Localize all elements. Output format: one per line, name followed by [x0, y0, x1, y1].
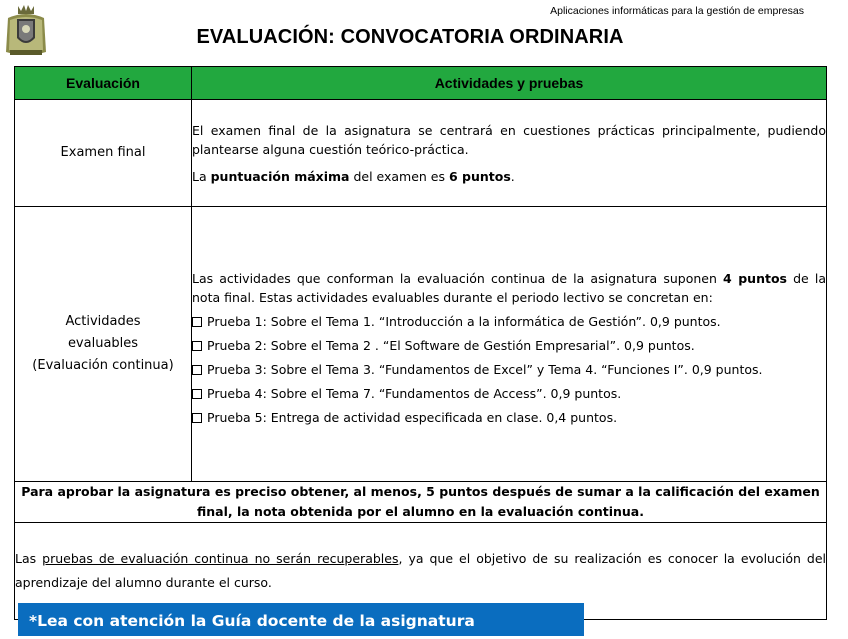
table-row-examen-final — [15, 100, 827, 207]
evaluation-table — [14, 66, 827, 620]
row-label-examen-final: Examen final — [15, 100, 192, 207]
column-header-evaluacion: Evaluación — [15, 67, 192, 100]
row-content-actividades — [192, 207, 827, 482]
list-item: Prueba 2: Sobre el Tema 2 . “El Software de Gestión Empresarial”. 0,9 puntos. — [192, 336, 826, 355]
page-title: EVALUACIÓN: CONVOCATORIA ORDINARIA — [196, 26, 624, 48]
list-item: Prueba 1: Sobre el Tema 1. “Introducción a la informática de Gestión”. 0,9 puntos. — [192, 312, 826, 331]
list-item: Prueba 4: Sobre el Tema 7. “Fundamentos de Access”. 0,9 puntos. — [192, 384, 826, 403]
table-header-row — [15, 67, 827, 100]
column-header-actividades: Actividades y pruebas — [192, 67, 827, 100]
exam-description: El examen final de la asignatura se centrará en cuestiones prácticas principalmente, pudiendo plantearse alguna cuestión teórico-práctica. — [192, 122, 826, 157]
guide-notice-banner: *Lea con atención la Guía docente de la asignatura — [18, 603, 584, 636]
table-row-summary — [15, 482, 827, 523]
row-content-examen-final — [192, 100, 827, 207]
checkbox-icon — [192, 317, 202, 327]
recovery-note: Las pruebas de evaluación continua no serán recuperables, ya que el objetivo de su realización es conocer la evolución del aprendizaje del alumno durante el curso. — [15, 523, 827, 620]
checkbox-icon — [192, 413, 202, 423]
list-item: Prueba 3: Sobre el Tema 3. “Fundamentos de Excel” y Tema 4. “Funciones I”. 0,9 puntos. — [192, 360, 826, 379]
table-row-actividades — [15, 207, 827, 482]
checkbox-icon — [192, 389, 202, 399]
continuous-eval-intro: Las actividades que conforman la evaluación continua de la asignatura suponen 4 puntos de la nota final. Estas actividades evaluables durante el periodo lectivo se concretan en: — [192, 271, 826, 305]
pass-requirement: Para aprobar la asignatura es preciso obtener, al menos, 5 puntos después de sumar a la calificación del examen final, la nota obtenida por el alumno en la evaluación continua. — [15, 482, 827, 523]
checkbox-icon — [192, 365, 202, 375]
checkbox-icon — [192, 341, 202, 351]
row-label-actividades: Actividades evaluables (Evaluación continua) — [15, 207, 192, 482]
list-item: Prueba 5: Entrega de actividad especificada en clase. 0,4 puntos. — [192, 408, 826, 427]
course-subtitle: Aplicaciones informáticas para la gestión de empresas — [550, 5, 804, 17]
exam-max-score: La puntuación máxima del examen es 6 puntos. — [192, 168, 515, 184]
